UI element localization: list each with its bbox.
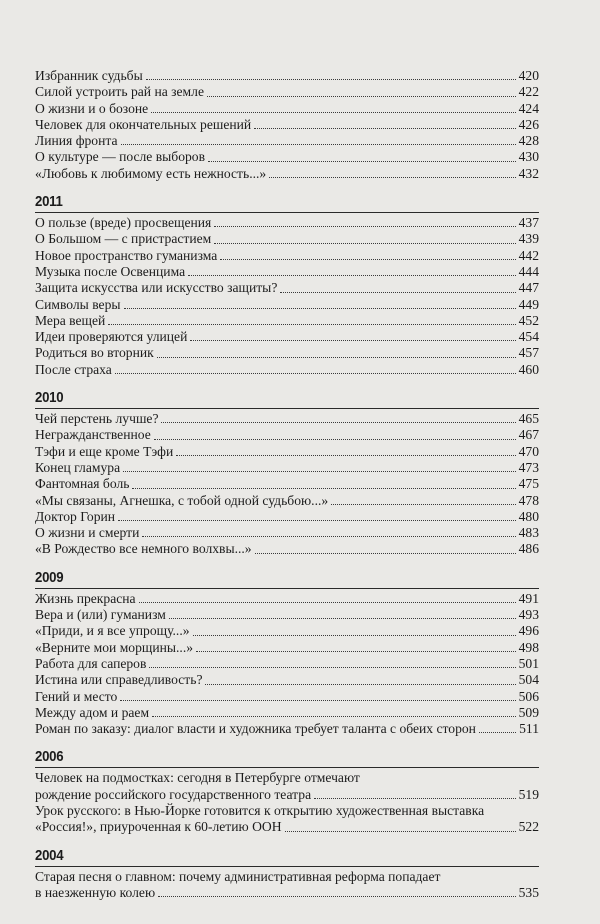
toc-entry [35,444,539,460]
toc-entry [35,280,539,296]
entry-title: Силой устроить рай на земле [35,84,204,100]
entry-page: 491 [518,590,539,606]
year-heading: 2009 [35,568,64,586]
entry-page: 501 [518,655,539,671]
dot-leader [280,292,515,293]
entry-page: 535 [518,884,539,900]
toc-entry [35,297,539,313]
year-heading: 2011 [35,193,63,211]
dot-leader [118,520,516,521]
section-rule [35,408,539,409]
entry-page: 486 [518,541,539,557]
entry-title: Конец гламура [35,459,121,475]
dot-leader [193,635,516,636]
dot-leader [161,422,515,423]
dot-leader [139,602,516,603]
toc-entry [35,460,539,476]
dot-leader [108,324,515,325]
entry-title: Мера вещей [35,312,106,328]
toc-entry [35,101,539,117]
entry-title: Доктор Горин [35,508,116,524]
entry-page: 444 [518,263,539,279]
toc-entry [35,623,539,639]
entry-title-line1: Урок русского: в Нью-Йорке готовится к открытию художественная выставка [35,802,485,818]
year-heading: 2006 [35,748,64,766]
dot-leader [331,504,515,505]
toc-entry [35,721,539,737]
entry-title: Работа для саперов [35,655,147,671]
section-rule [35,767,539,768]
toc-section-2004 [35,847,539,902]
entry-title: Чей перстень лучше? [35,411,159,427]
toc-section-2009 [35,569,539,738]
toc-entry [35,117,539,133]
entry-page: 428 [518,133,539,149]
toc-entry [35,68,539,84]
entry-title: О жизни и о бозоне [35,100,149,116]
toc-entry [35,541,539,557]
section-rule [35,212,539,213]
entry-title: Вера и (или) гуманизм [35,607,166,623]
toc-section-2006 [35,748,539,835]
toc-entry [35,329,539,345]
toc-section-2010 [35,389,539,558]
toc-entry [35,689,539,705]
entry-page: 498 [518,639,539,655]
entry-title: О Большом — с пристрастием [35,231,212,247]
dot-leader [214,226,515,227]
entry-page: 420 [518,68,539,83]
dot-leader [207,96,516,97]
toc-entry [35,215,539,231]
dot-leader [190,340,515,341]
entry-title: Избранник судьбы [35,68,143,83]
entry-title: Негражданственное [35,427,151,443]
toc-entry [35,672,539,688]
entry-page: 506 [518,688,539,704]
entry-title: Защита искусства или искусство защиты? [35,280,278,296]
dot-leader [142,536,515,537]
dot-leader [255,553,516,554]
entry-page: 473 [518,459,539,475]
entry-page: 509 [518,704,539,720]
dot-leader [205,684,515,685]
entry-title: Гений и место [35,688,118,704]
entry-page: 478 [518,492,539,508]
entry-title-line1: Старая песня о главном: почему административная реформа попадает [35,868,441,884]
toc-entry [35,149,539,165]
entry-page: 422 [518,84,539,100]
toc-entry [35,345,539,361]
dot-leader [115,373,516,374]
entry-title: После страха [35,361,112,377]
dot-leader [314,798,516,799]
year-heading: 2004 [35,846,64,864]
entry-page: 465 [518,411,539,427]
dot-leader [196,651,516,652]
entry-title: Линия фронта [35,133,118,149]
entry-title: Идеи проверяются улицей [35,329,188,345]
entry-page: 432 [518,165,539,181]
entry-page: 460 [518,361,539,377]
table-of-contents [35,68,539,901]
entry-title: О пользе (вреде) просвещения [35,215,212,231]
toc-entry [35,509,539,525]
entry-page: 430 [518,149,539,165]
toc-entry-multiline [35,869,539,902]
entry-title: О жизни и смерти [35,525,140,541]
toc-entry [35,640,539,656]
entry-title: в наезженную колею [35,884,156,900]
entry-page: 475 [518,476,539,492]
entry-page: 426 [518,116,539,132]
dot-leader [149,667,515,668]
toc-section-continued [35,68,539,182]
toc-entry-multiline [35,770,539,803]
dot-leader [254,128,515,129]
entry-title: Человек для окончательных решений [35,116,252,132]
dot-leader [285,831,516,832]
toc-entry [35,819,539,835]
section-rule [35,866,539,867]
entry-title: Символы веры [35,296,121,312]
dot-leader [146,79,516,80]
dot-leader [124,308,516,309]
entry-title: «Приди, и я все упрощу...» [35,623,190,639]
entry-page: 483 [518,525,539,541]
entry-title: Фантомная боль [35,476,130,492]
dot-leader [208,161,516,162]
dot-leader [220,259,515,260]
toc-entry [35,248,539,264]
entry-title: Музыка после Освенцима [35,263,186,279]
toc-entry-multiline [35,803,539,836]
toc-entry [35,493,539,509]
toc-entry [35,476,539,492]
entry-page: 519 [518,786,539,802]
entry-title: Новое пространство гуманизма [35,247,218,263]
dot-leader [132,488,515,489]
toc-entry [35,656,539,672]
entry-page: 470 [518,443,539,459]
toc-entry [35,231,539,247]
dot-leader [157,357,516,358]
entry-page: 496 [518,623,539,639]
entry-title: Родиться во вторник [35,345,154,361]
toc-entry [35,264,539,280]
entry-page: 467 [518,427,539,443]
entry-title: Между адом и раем [35,704,150,720]
entry-title-line1: Человек на подмостках: сегодня в Петербурге отмечают [35,770,360,786]
entry-page: 452 [518,312,539,328]
entry-title: «Любовь к любимому есть нежность...» [35,165,267,181]
entry-page: 511 [519,721,539,737]
toc-entry [35,427,539,443]
toc-entry [35,607,539,623]
entry-title: рождение российского государственного театра [35,786,312,802]
toc-section-2011 [35,193,539,378]
entry-title: «Россия!», приуроченная к 60-летию ООН [35,819,282,835]
dot-leader [479,732,516,733]
dot-leader [169,618,516,619]
entry-page: 480 [518,508,539,524]
dot-leader [269,177,515,178]
entry-title: «Верните мои морщины...» [35,639,194,655]
toc-entry [35,133,539,149]
entry-page: 493 [518,607,539,623]
toc-entry [35,313,539,329]
section-rule [35,588,539,589]
entry-page: 442 [518,247,539,263]
dot-leader [123,471,516,472]
year-heading: 2010 [35,389,64,407]
entry-title: Роман по заказу: диалог власти и художника требует таланта с обеих сторон [35,721,476,737]
dot-leader [152,716,516,717]
toc-entry [35,166,539,182]
toc-entry [35,885,539,901]
dot-leader [120,700,515,701]
dot-leader [188,275,515,276]
dot-leader [151,112,515,113]
entry-page: 437 [518,215,539,231]
toc-entry [35,705,539,721]
toc-entry [35,84,539,100]
entry-title: Тэфи и еще кроме Тэфи [35,443,174,459]
entry-title: Истина или справедливость? [35,672,203,688]
dot-leader [176,455,515,456]
entry-page: 424 [518,100,539,116]
entry-title: «В Рождество все немного волхвы...» [35,541,252,557]
entry-page: 504 [518,672,539,688]
entry-page: 449 [518,296,539,312]
entry-page: 454 [518,329,539,345]
entry-page: 447 [518,280,539,296]
toc-entry [35,591,539,607]
dot-leader [158,896,516,897]
entry-page: 439 [518,231,539,247]
toc-entry [35,525,539,541]
dot-leader [154,439,516,440]
entry-title: О культуре — после выборов [35,149,206,165]
dot-leader [121,144,516,145]
toc-entry [35,787,539,803]
entry-title: «Мы связаны, Агнешка, с тобой одной судьбою...» [35,492,329,508]
toc-entry [35,362,539,378]
entry-page: 522 [518,819,539,835]
entry-page: 457 [518,345,539,361]
toc-entry [35,411,539,427]
dot-leader [214,243,515,244]
entry-title: Жизнь прекрасна [35,590,136,606]
